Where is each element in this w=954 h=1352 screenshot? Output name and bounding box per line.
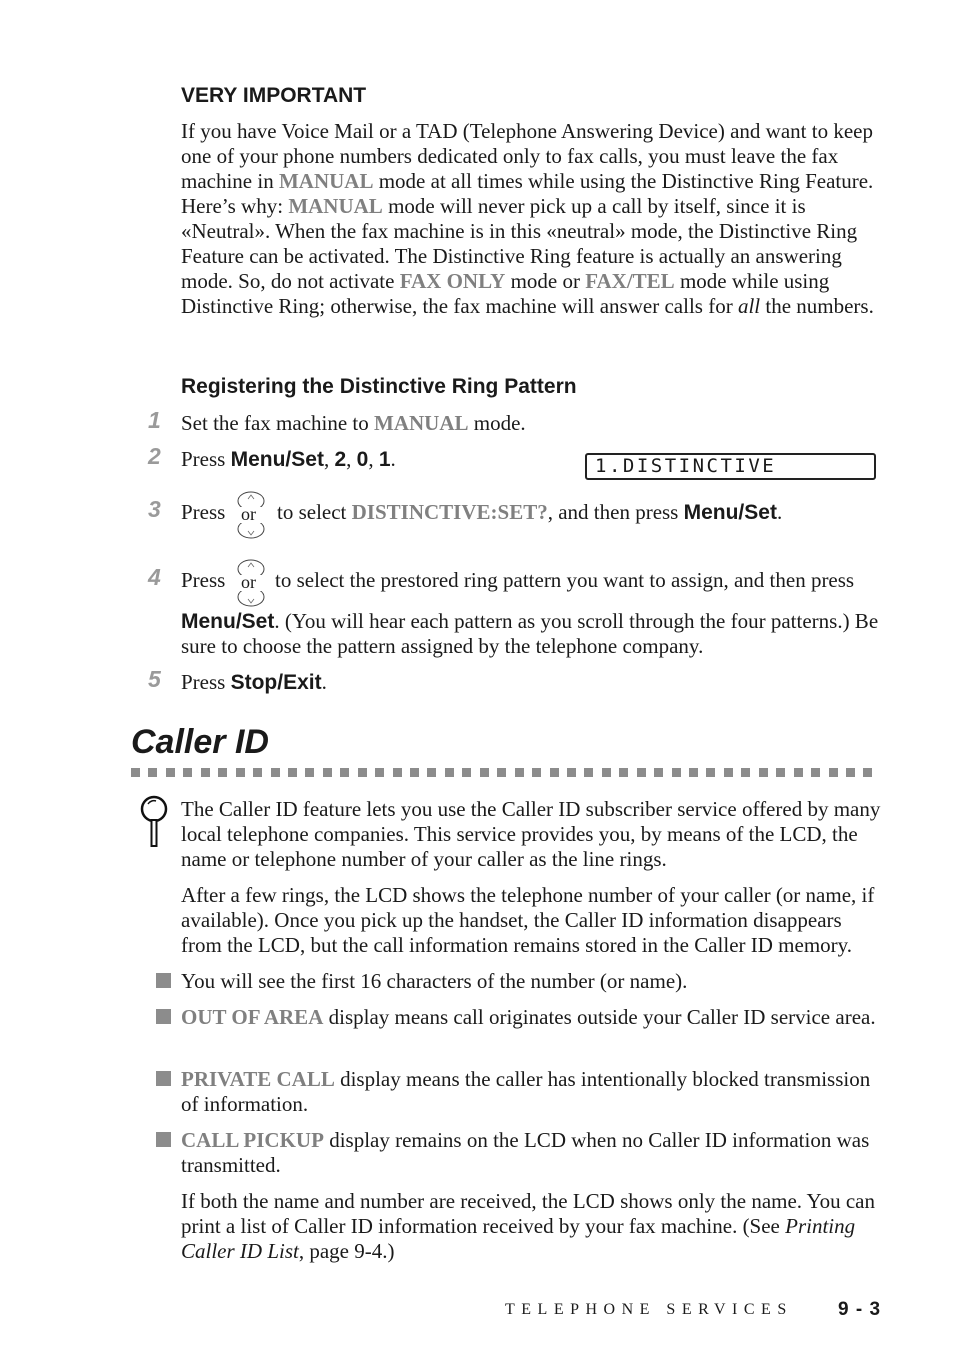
section-divider xyxy=(131,768,873,777)
divider-square xyxy=(358,768,367,777)
caller-id-display-info: After a few rings, the LCD shows the telephone number of your caller (or name, if available). Once you pick up the handset, the Caller ID information disappears from the LCD, but the call information remains stored in the Caller ID memory. xyxy=(181,883,875,957)
divider-square xyxy=(148,768,157,777)
or-label: or xyxy=(241,572,256,592)
up-down-navigation-key-icon xyxy=(234,491,268,539)
up-down-navigation-key-icon xyxy=(234,559,268,607)
footer-section-name: TELEPHONE SERVICES xyxy=(505,1301,793,1318)
divider-square xyxy=(253,768,262,777)
divider-square xyxy=(741,768,750,777)
divider-square xyxy=(672,768,681,777)
bullet-item: PRIVATE CALL display means the caller has intentionally blocked transmission of information. xyxy=(181,1067,871,1116)
section-title: Caller ID xyxy=(131,723,269,761)
bullet-marker xyxy=(156,1071,171,1086)
divider-square xyxy=(393,768,402,777)
divider-square xyxy=(236,768,245,777)
divider-square xyxy=(218,768,227,777)
divider-square xyxy=(340,768,349,777)
step-number: 4 xyxy=(148,564,161,590)
divider-square xyxy=(584,768,593,777)
caller-id-intro: The Caller ID feature lets you use the Caller ID subscriber service offered by many local telephone companies. This service provides you, by means of the LCD, the name or telephone number of your caller as the line rings. xyxy=(181,797,881,871)
divider-square xyxy=(305,768,314,777)
bullet-item: CALL PICKUP display remains on the LCD when no Caller ID information was transmitted. xyxy=(181,1128,870,1177)
divider-square xyxy=(532,768,541,777)
register-heading: Registering the Distinctive Ring Pattern xyxy=(181,375,577,398)
divider-square xyxy=(759,768,768,777)
divider-square xyxy=(201,768,210,777)
important-paragraph: If you have Voice Mail or a TAD (Telephone Answering Device) and want to keep one of your phone numbers dedicated only to fax calls, you must leave the fax machine in MANUAL mode at all times while using the Distinctive Ring Feature. Here’s why: MANUAL mode will never pick up a call by itself, since it is «Neutral». When the fax machine is in this «neutral» mode, the Distinctive Ring Feature can be activated. The Distinctive Ring feature is actually an answering mode. So, do not activate FAX ONLY mode or FAX/TEL mode while using Distinctive Ring; otherwise, the fax machine will answer calls for all the numbers. xyxy=(181,119,874,318)
divider-square xyxy=(183,768,192,777)
step-number: 5 xyxy=(148,666,161,692)
lcd-display: 1.DISTINCTIVE xyxy=(585,453,876,480)
divider-square xyxy=(410,768,419,777)
step-4-text: to select the prestored ring pattern you want to assign, and then press xyxy=(275,568,855,592)
step-5-text: Press Stop/Exit. xyxy=(181,670,327,694)
or-label: or xyxy=(241,504,256,524)
divider-square xyxy=(497,768,506,777)
divider-square xyxy=(323,768,332,777)
divider-square xyxy=(288,768,297,777)
step-4-continued: Menu/Set. (You will hear each pattern as you scroll through the four patterns.) Be sure to choose the pattern assigned by the telephone company. xyxy=(181,609,879,658)
divider-square xyxy=(811,768,820,777)
divider-square xyxy=(567,768,576,777)
divider-square xyxy=(863,768,872,777)
page-number: 9 - 3 xyxy=(838,1299,882,1320)
divider-square xyxy=(619,768,628,777)
divider-square xyxy=(637,768,646,777)
pushpin-icon xyxy=(138,795,170,849)
divider-square xyxy=(375,768,384,777)
step-number: 1 xyxy=(148,407,161,433)
step-number: 3 xyxy=(148,496,161,522)
divider-square xyxy=(445,768,454,777)
divider-square xyxy=(689,768,698,777)
divider-square xyxy=(794,768,803,777)
divider-square xyxy=(166,768,175,777)
divider-square xyxy=(829,768,838,777)
step-4-press: Press xyxy=(181,568,226,592)
divider-square xyxy=(550,768,559,777)
step-number: 2 xyxy=(148,443,161,469)
important-heading: VERY IMPORTANT xyxy=(181,84,367,107)
step-3-press: Press xyxy=(181,500,226,524)
divider-square xyxy=(602,768,611,777)
divider-square xyxy=(515,768,524,777)
divider-square xyxy=(462,768,471,777)
divider-square xyxy=(131,768,140,777)
step-3-text: to select DISTINCTIVE:SET?, and then press Menu/Set. xyxy=(277,500,783,524)
divider-square xyxy=(706,768,715,777)
divider-square xyxy=(724,768,733,777)
bullet-item: OUT OF AREA display means call originates outside your Caller ID service area. xyxy=(181,1005,876,1029)
divider-square xyxy=(846,768,855,777)
step-2-text: Press Menu/Set, 2, 0, 1. xyxy=(181,447,396,471)
bullet-item: You will see the first 16 characters of the number (or name). xyxy=(181,969,688,993)
divider-square xyxy=(776,768,785,777)
divider-square xyxy=(654,768,663,777)
bullet-marker xyxy=(156,973,171,988)
bullet-marker xyxy=(156,1132,171,1147)
caller-id-list-note: If both the name and number are received, the LCD shows only the name. You can print a list of Caller ID information received by your fax machine. (See Printing Caller ID List, page 9-4.) xyxy=(181,1189,875,1263)
step-1-text: Set the fax machine to MANUAL mode. xyxy=(181,411,526,435)
divider-square xyxy=(480,768,489,777)
divider-square xyxy=(427,768,436,777)
divider-square xyxy=(271,768,280,777)
bullet-marker xyxy=(156,1009,171,1024)
